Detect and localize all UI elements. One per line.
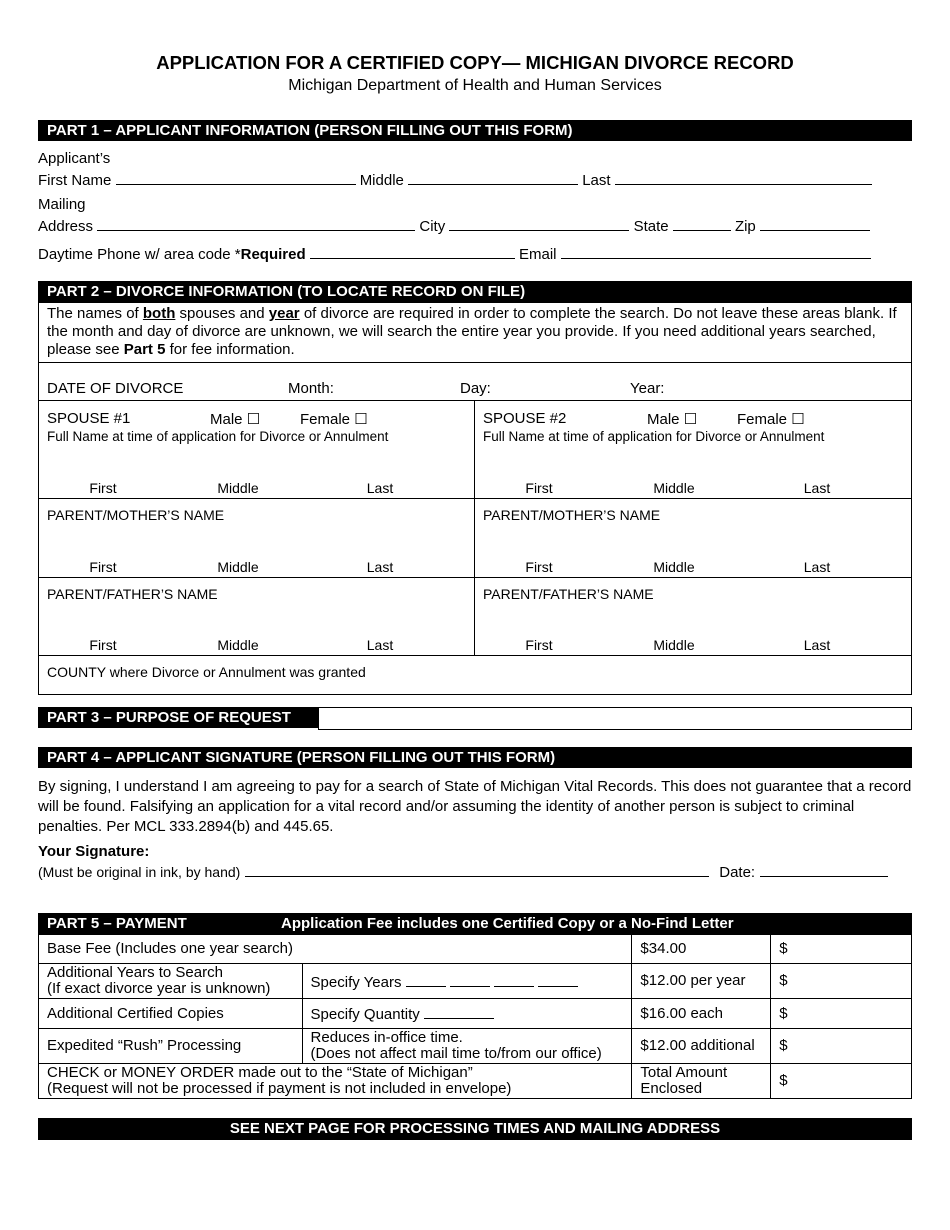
spouse1-middle-label: Middle — [217, 480, 259, 496]
purpose-field[interactable] — [318, 707, 912, 730]
quantity-field[interactable] — [424, 1004, 494, 1019]
state-label: State — [633, 218, 669, 235]
spouse1-note: Full Name at time of application for Divorce or Annulment — [47, 429, 389, 444]
total-amount[interactable]: $ — [771, 1064, 912, 1099]
father1-first-label: First — [89, 637, 117, 653]
year-field-3[interactable] — [494, 972, 534, 987]
middle-name-label: Middle — [359, 172, 404, 189]
spouse1-label: SPOUSE #1 — [47, 410, 131, 427]
spouse2-middle-label: Middle — [653, 480, 695, 496]
spouse2-first-label: First — [525, 480, 553, 496]
first-name-field[interactable] — [116, 170, 356, 185]
signature-label: Your Signature: — [38, 843, 150, 860]
spouse1-last-label: Last — [366, 480, 394, 496]
copies-price: $16.00 each — [632, 999, 771, 1029]
part5-heading: PART 5 – PAYMENT Application Fee includes one Certified Copy or a No-Find Letter — [38, 913, 912, 934]
middle-name-field[interactable] — [408, 170, 578, 185]
form-subtitle: Michigan Department of Health and Human Services — [288, 77, 662, 94]
signature-note: (Must be original in ink, by hand) — [38, 864, 241, 880]
email-field[interactable] — [561, 244, 871, 259]
additional-years-row — [39, 964, 912, 999]
year-field-2[interactable] — [450, 972, 490, 987]
year-field-4[interactable] — [538, 972, 578, 987]
total-row — [39, 1064, 912, 1099]
county-label: COUNTY where Divorce or Annulment was granted — [47, 664, 366, 680]
mother1-last-label: Last — [366, 559, 394, 575]
address-label: Address — [38, 218, 94, 235]
last-name-field[interactable] — [615, 170, 872, 185]
spouse2-note: Full Name at time of application for Divorce or Annulment — [483, 429, 825, 444]
spouse1-father-label: PARENT/FATHER’S NAME — [47, 586, 218, 602]
part2-heading: PART 2 – DIVORCE INFORMATION (TO LOCATE RECORD ON FILE) — [38, 281, 912, 302]
check-note: CHECK or MONEY ORDER made out to the “State of Michigan” (Request will not be processed if payment is not included in envelope) — [39, 1064, 632, 1099]
mother2-middle-label: Middle — [653, 559, 695, 575]
date-label: Date: — [719, 864, 756, 881]
year-label: Year: — [630, 380, 665, 397]
date-of-divorce-label: DATE OF DIVORCE — [47, 380, 184, 397]
spouse2-father-label: PARENT/FATHER’S NAME — [483, 586, 654, 602]
father2-middle-label: Middle — [653, 637, 695, 653]
applicant-name-row — [38, 170, 872, 189]
state-field[interactable] — [673, 216, 731, 231]
father2-last-label: Last — [803, 637, 831, 653]
spouse1-male-checkbox[interactable]: Male ☐ — [210, 411, 261, 428]
first-name-label: First Name — [38, 172, 112, 189]
signature-field[interactable] — [245, 862, 709, 877]
spouse1-mother-label: PARENT/MOTHER’S NAME — [47, 507, 225, 523]
applicants-label: Applicant’s — [38, 150, 111, 167]
rush-label: Expedited “Rush” Processing — [39, 1029, 303, 1064]
additional-copies-label: Additional Certified Copies — [39, 999, 303, 1029]
mother2-first-label: First — [525, 559, 553, 575]
father1-middle-label: Middle — [217, 637, 259, 653]
part5-heading-note: Application Fee includes one Certified Copy or a No-Find Letter — [281, 915, 734, 932]
city-label: City — [419, 218, 446, 235]
spouse2-male-checkbox[interactable]: Male ☐ — [647, 411, 698, 428]
year-field-1[interactable] — [406, 972, 446, 987]
spouse1-female-checkbox[interactable]: Female ☐ — [300, 411, 368, 428]
city-field[interactable] — [449, 216, 629, 231]
part4-heading: PART 4 – APPLICANT SIGNATURE (PERSON FILLING OUT THIS FORM) — [38, 747, 912, 768]
base-fee-amount[interactable]: $ — [771, 935, 912, 964]
mailing-label: Mailing — [38, 196, 86, 213]
specify-quantity-cell: Specify Quantity — [302, 999, 632, 1029]
base-fee-label: Base Fee (Includes one year search) — [39, 935, 632, 964]
base-fee-row — [39, 935, 912, 964]
spouse1-first-label: First — [89, 480, 117, 496]
additional-copies-row — [39, 999, 912, 1029]
payment-table — [38, 934, 912, 1099]
rush-price: $12.00 additional — [632, 1029, 771, 1064]
part2-intro: The names of both spouses and year of divorce are required in order to complete the search. Do not leave these areas blank. If the month and day of divorce are unknown, we will search the entire year you provide. If you need additional years searched, please see Part 5 for fee information. — [47, 305, 897, 358]
rush-note: Reduces in-office time. (Does not affect mail time to/from our office) — [302, 1029, 632, 1064]
spouse2-last-label: Last — [803, 480, 831, 496]
form-title: APPLICATION FOR A CERTIFIED COPY— MICHIGAN DIVORCE RECORD — [156, 52, 794, 73]
additional-years-label: Additional Years to Search (If exact divorce year is unknown) — [39, 964, 303, 999]
additional-years-amount[interactable]: $ — [771, 964, 912, 999]
phone-row — [38, 244, 871, 263]
day-label: Day: — [460, 380, 491, 397]
address-field[interactable] — [97, 216, 415, 231]
part4-text: By signing, I understand I am agreeing to pay for a search of State of Michigan Vital Records. This does not guarantee that a record will be found. Falsifying an application for a vital record and/or assuming the identity of another person is subject to criminal penalties. Per MCL 333.2894(b) and 445.65. — [38, 778, 912, 835]
specify-years-cell: Specify Years — [302, 964, 632, 999]
mother1-middle-label: Middle — [217, 559, 259, 575]
required-label: Required — [240, 246, 306, 263]
email-label: Email — [518, 246, 557, 263]
part3-heading: PART 3 – PURPOSE OF REQUEST — [38, 707, 318, 728]
mother2-last-label: Last — [803, 559, 831, 575]
total-label: Total Amount Enclosed — [632, 1064, 771, 1099]
spouse2-label: SPOUSE #2 — [483, 410, 567, 427]
base-fee-price: $34.00 — [632, 935, 771, 964]
spouse2-mother-label: PARENT/MOTHER’S NAME — [483, 507, 661, 523]
signature-row — [38, 862, 888, 882]
phone-label: Daytime Phone w/ area code * — [38, 246, 241, 263]
father1-last-label: Last — [366, 637, 394, 653]
copies-amount[interactable]: $ — [771, 999, 912, 1029]
date-field[interactable] — [760, 862, 888, 877]
month-label: Month: — [288, 380, 334, 397]
part1-heading: PART 1 – APPLICANT INFORMATION (PERSON FILLING OUT THIS FORM) — [38, 120, 912, 141]
spouse2-female-checkbox[interactable]: Female ☐ — [737, 411, 805, 428]
zip-field[interactable] — [760, 216, 870, 231]
address-row — [38, 216, 870, 235]
footer-banner: SEE NEXT PAGE FOR PROCESSING TIMES AND MAILING ADDRESS — [38, 1118, 912, 1140]
zip-label: Zip — [734, 218, 756, 235]
father2-first-label: First — [525, 637, 553, 653]
mother1-first-label: First — [89, 559, 117, 575]
last-name-label: Last — [582, 172, 611, 189]
rush-amount[interactable]: $ — [771, 1029, 912, 1064]
phone-field[interactable] — [310, 244, 515, 259]
additional-years-price: $12.00 per year — [632, 964, 771, 999]
rush-row — [39, 1029, 912, 1064]
